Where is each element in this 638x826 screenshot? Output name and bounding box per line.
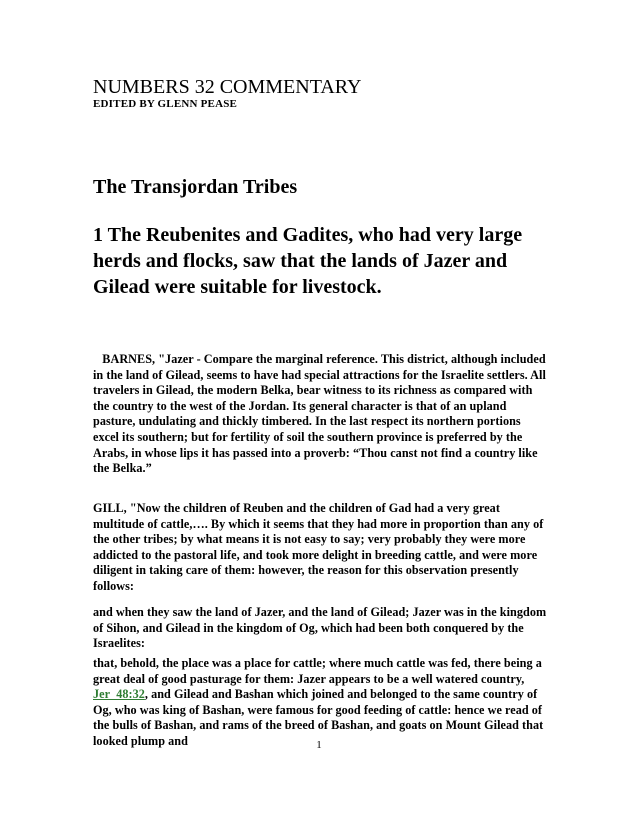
- gill-paragraph-3-text-before-link: that, behold, the place was a place for cattle; where much cattle was fed, there being a great deal of good pasturage for them: Jazer appears to be a well watered country,: [93, 656, 542, 686]
- barnes-commentary: [93, 352, 549, 477]
- gill-paragraph-3-text-after-link: , and Gilead and Bashan which joined and belonged to the same country of Og, who was king of Bashan, were famous for good feeding of cattle: hence we read of the bulls of Bashan, and rams of the breed of Bashan, and goats on Mount Gilead that looked plump and: [93, 687, 544, 748]
- gill-commentary-paragraph-1: GILL, "Now the children of Reuben and the children of Gad had a very great multitude of cattle,…. By which it seems that they had more in proportion than any of the other tribes; by what means it is not easy to say; very probably they were more addicted to the pastoral life, and took more delight in breeding cattle, and were more diligent in taking care of them: however, the reason for this observation presently follows:: [93, 501, 544, 593]
- page-number: 1: [316, 739, 322, 751]
- section-title: The Transjordan Tribes: [93, 176, 298, 198]
- barnes-text: BARNES, "Jazer - Compare the marginal reference. This district, although included in the land of Gilead, seems to have had special attractions for the Israelite settlers. All travelers in Gilead, the modern Belka, bear witness to its richness as compared with the country to the west of the Jordan. Its general character is that of an upland pasture, undulating and thickly timbered. In the last respect its northern portions excel its southern; but for fertility of soil the southern province is preferred by the Arabs, in whose lips it has passed into a proverb: “Thou canst not find a country like the Belka.”: [93, 352, 546, 476]
- gill-commentary-paragraph-2: and when they saw the land of Jazer, and the land of Gilead; Jazer was in the kingdom of Sihon, and Gilead in the kingdom of Og, which had been both conquered by the Israelites:: [93, 605, 547, 651]
- gill-commentary-paragraph-3: [93, 656, 549, 750]
- document-subtitle: EDITED BY GLENN PEASE: [93, 98, 238, 110]
- verse-text: 1 The Reubenites and Gadites, who had very large herds and flocks, saw that the lands of Jazer and Gilead were suitable for livestock.: [93, 224, 523, 298]
- scripture-reference-link[interactable]: Jer_48:32: [93, 687, 145, 702]
- document-title: NUMBERS 32 COMMENTARY: [93, 76, 362, 98]
